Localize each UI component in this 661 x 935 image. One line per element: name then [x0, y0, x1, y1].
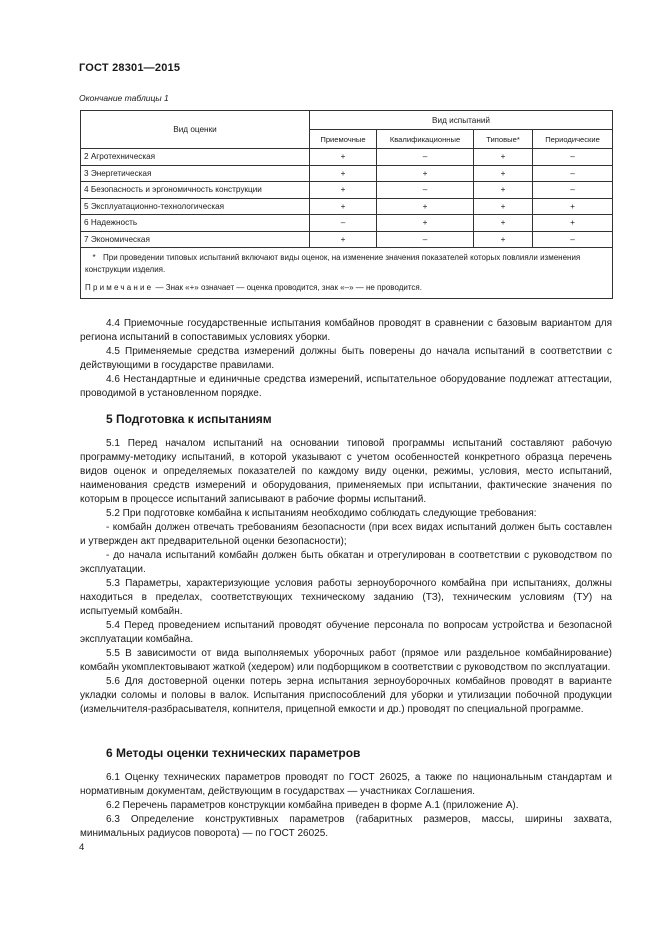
table-remark [85, 282, 608, 294]
cell-mark: – [310, 215, 377, 232]
document-header: ГОСТ 28301—2015 [79, 62, 181, 74]
cell-mark: + [310, 198, 377, 215]
section-5-paragraphs [80, 437, 612, 717]
footnote-marker: * [92, 253, 96, 262]
page-number: 4 [79, 842, 85, 853]
table-row [81, 149, 613, 166]
table-row [81, 165, 613, 182]
paragraph-5-2: 5.2 При подготовке комбайна к испытаниям необходимо соблюдать следующие требования: [106, 508, 537, 519]
section-5-title: 5 Подготовка к испытаниям [106, 412, 272, 426]
table-footnote-cell [81, 248, 613, 299]
table-row [81, 182, 613, 199]
row-label: 3 Энергетическая [81, 165, 310, 182]
cell-mark: + [474, 215, 533, 232]
paragraph-4-5: 4.5 Применяемые средства измерений должны быть поверены до начала испытаний в соответствии с действующими в государстве правилами. [80, 346, 612, 371]
table-row [81, 215, 613, 232]
table-caption: Окончание таблицы 1 [79, 93, 169, 103]
cell-mark: – [533, 182, 613, 199]
col-header-test-type: Вид испытаний [310, 111, 613, 130]
col-header-type-tests: Типовые* [474, 130, 533, 149]
table-footnote [85, 252, 608, 276]
row-label: 6 Надежность [81, 215, 310, 232]
cell-mark: – [533, 231, 613, 248]
paragraph-5-6: 5.6 Для достоверной оценки потерь зерна испытания зерноуборочных комбайнов проводят в варианте укладки соломы и половы в валок. Испытания приспособлений для уборки и утилизации побочной продукции (измельчителя-разбрасывателя, копнителя, прицепной емкости и др.) проводят по специальной программе. [80, 676, 612, 715]
cell-mark: + [474, 149, 533, 166]
paragraph-6-2: 6.2 Перечень параметров конструкции комбайна приведен в форме А.1 (приложение А). [106, 800, 519, 811]
cell-mark: + [377, 165, 474, 182]
row-label: 2 Агротехническая [81, 149, 310, 166]
remark-text: — Знак «+» означает — оценка проводится, знак «–» — не проводится. [153, 283, 422, 292]
cell-mark: – [377, 149, 474, 166]
paragraph-4-4: 4.4 Приемочные государственные испытания комбайнов проводят в сравнении с базовым вариантом для региона испытаний в сопоставимых условиях уборки. [80, 318, 612, 343]
paragraph-5-2-item-1: - комбайн должен отвечать требованиям безопасности (при всех видах испытаний должен быть составлен и утвержден акт предварительной оценки безопасности); [80, 522, 612, 547]
paragraph-5-5: 5.5 В зависимости от вида выполняемых уборочных работ (прямое или раздельное комбайнирование) комбайн укомплектовывают жаткой (хедером) или подборщиком в соответствии с руководством по эксплуатации. [80, 648, 612, 673]
cell-mark: + [377, 198, 474, 215]
cell-mark: + [377, 215, 474, 232]
paragraph-5-1: 5.1 Перед началом испытаний на основании типовой программы испытаний составляют рабочую программу-методику испытаний, в которой указывают с учетом особенностей конкретного образца перечень видов оценок и определяемых показателей по каждому виду оценки, режимы, условия, место испытаний, наименования средств измерений и оборудования, применяемых при испытании, фактические значения по которым в процессе испытаний записывают в рабочие формы испытаний. [80, 438, 612, 505]
col-header-evaluation-type: Вид оценки [81, 111, 310, 149]
cell-mark: + [474, 182, 533, 199]
cell-mark: + [310, 182, 377, 199]
cell-mark: + [474, 231, 533, 248]
cell-mark: – [377, 231, 474, 248]
cell-mark: + [474, 198, 533, 215]
footnote-text: При проведении типовых испытаний включают виды оценок, на изменение значения показателей которых повлияли изменения конструкции изделия. [85, 253, 581, 274]
row-label: 5 Эксплуатационно-технологическая [81, 198, 310, 215]
paragraph-6-3: 6.3 Определение конструктивных параметров (габаритных размеров, массы, ширины захвата, минимальных радиусов поворота) — по ГОСТ 26025. [80, 814, 612, 839]
paragraph-6-1: 6.1 Оценку технических параметров проводят по ГОСТ 26025, а также по национальным стандартам и нормативным документам, действующим в государствах — участниках Соглашения. [80, 772, 612, 797]
table-row [81, 198, 613, 215]
paragraph-5-3: 5.3 Параметры, характеризующие условия работы зерноуборочного комбайна при испытаниях, должны находиться в пределах, соответствующих техническому заданию (ТЗ), техническим условиям (ТУ) на испытуемый комбайн. [80, 578, 612, 617]
remark-label: Примечание [85, 283, 154, 292]
paragraph-5-4: 5.4 Перед проведением испытаний проводят обучение персонала по вопросам устройства и безопасной эксплуатации комбайна. [80, 620, 612, 645]
cell-mark: – [533, 165, 613, 182]
col-header-qualification: Квалификационные [377, 130, 474, 149]
col-header-periodic: Периодические [533, 130, 613, 149]
section-6-paragraphs [80, 771, 612, 841]
cell-mark: + [310, 149, 377, 166]
paragraph-5-2-item-2: - до начала испытаний комбайн должен быть обкатан и отрегулирован в соответствии с руководством по эксплуатации. [80, 550, 612, 575]
cell-mark: + [533, 198, 613, 215]
evaluation-table [80, 110, 613, 299]
cell-mark: – [377, 182, 474, 199]
paragraph-4-6: 4.6 Нестандартные и единичные средства измерений, испытательное оборудование подлежат аттестации, проводимой в установленном порядке. [80, 374, 612, 399]
section-6-title: 6 Методы оценки технических параметров [106, 746, 361, 760]
cell-mark: + [310, 165, 377, 182]
table-row [81, 231, 613, 248]
cell-mark: + [310, 231, 377, 248]
row-label: 4 Безопасность и эргономичность конструкции [81, 182, 310, 199]
cell-mark: + [533, 215, 613, 232]
cell-mark: + [474, 165, 533, 182]
cell-mark: – [533, 149, 613, 166]
col-header-acceptance: Приемочные [310, 130, 377, 149]
row-label: 7 Экономическая [81, 231, 310, 248]
section-4-paragraphs [80, 317, 612, 401]
